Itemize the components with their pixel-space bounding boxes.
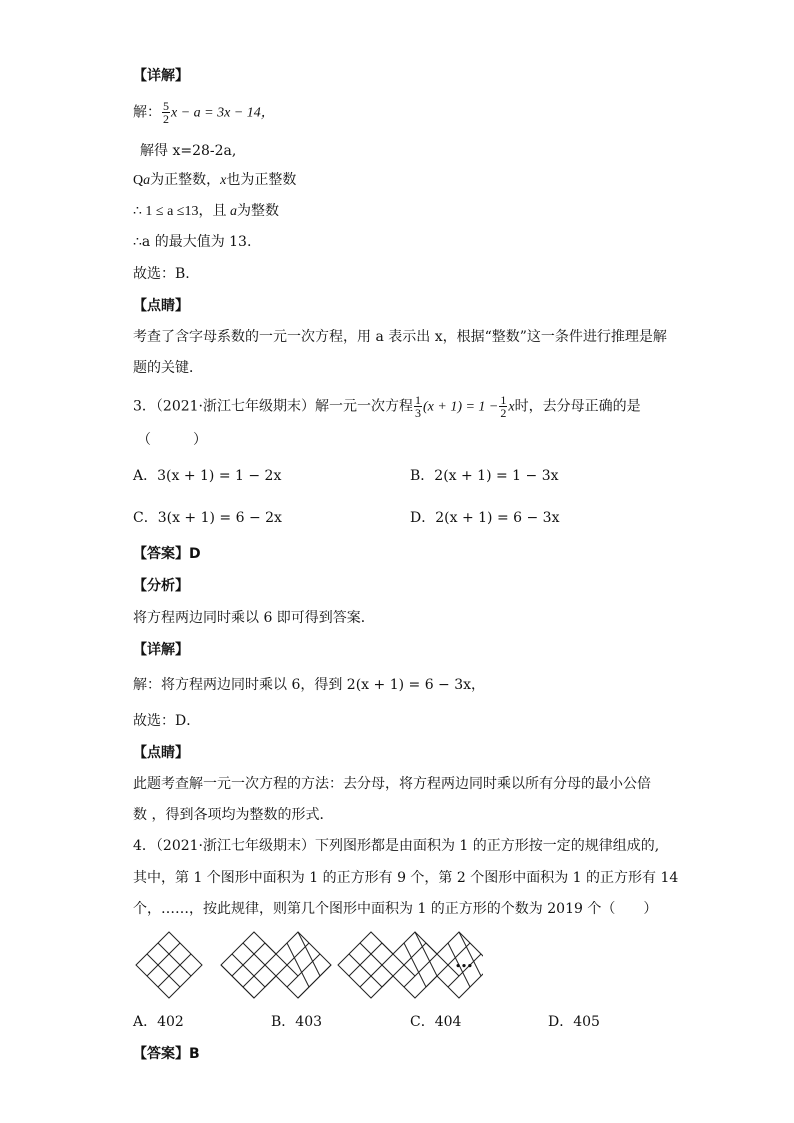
q3-option-b: B．2(x + 1) = 1 − 3x: [410, 468, 559, 484]
q4-option-a: A．402: [133, 1014, 184, 1030]
pattern-figure-1: [136, 932, 202, 998]
q4-answer: 【答案】B: [133, 1046, 200, 1062]
comment-line-2: 题的关键．: [133, 360, 203, 376]
pattern-figure-2: [221, 932, 331, 998]
positive-integer-step: Qa为正整数，x也为正整数: [133, 172, 297, 188]
question-3-stem: 3．（2021·浙江七年级期末）解一元一次方程 $\frac{1}{3}$ (x + 1) = 1 − $\frac{1}{2}$ x时，去分母正确的是: [133, 393, 641, 420]
question-4-stem-2: 其中，第 1 个图形中面积为 1 的正方形有 9 个，第 2 个图形中面积为 1 的正方形有 14: [133, 870, 679, 886]
question-4-stem-3: 个，……，按此规律，则第几个图形中面积为 1 的正方形的个数为 2019 个（ ）: [133, 901, 658, 917]
comment-header: 【点睛】: [133, 298, 189, 314]
fraction-one-half: $\frac{1}{2}$: [500, 393, 507, 420]
range-step: ∴ 1 ≤ a ≤13，且 a为整数: [133, 203, 279, 219]
solution-equation: 解： $\frac{5}{2}$ x − a = 3x − 14，: [133, 99, 275, 126]
q3-option-d: D．2(x + 1) = 6 − 3x: [410, 510, 560, 526]
answer-paren: （ ）: [137, 432, 207, 448]
q4-option-c: C．404: [410, 1014, 462, 1030]
q3-comment-line-2: 数 ，得到各项均为整数的形式．: [133, 807, 334, 823]
q3-answer: 【答案】D: [133, 546, 201, 562]
q3-analysis-header: 【分析】: [133, 578, 189, 594]
q3-option-c: C．3(x + 1) = 6 − 2x: [133, 510, 282, 526]
comment-line-1: 考查了含字母系数的一元一次方程，用 a 表示出 x，根据“整数”这一条件进行推理是解: [133, 329, 667, 345]
q3-analysis: 将方程两边同时乘以 6 即可得到答案．: [133, 610, 375, 626]
q3-choice: 故选：D．: [133, 713, 201, 729]
q3-detail-header: 【详解】: [133, 642, 189, 658]
q3-comment-header: 【点睛】: [133, 745, 189, 761]
question-4-stem-1: 4．（2021·浙江七年级期末）下列图形都是由面积为 1 的正方形按一定的规律组成的,: [133, 838, 660, 854]
solve-step: 解得 x=28-2a,: [140, 143, 237, 159]
max-value-step: ∴a 的最大值为 13.: [133, 234, 252, 250]
q3-comment-line-1: 此题考查解一元一次方程的方法：去分母，将方程两边同时乘以所有分母的最小公倍: [133, 776, 651, 792]
square-pattern-figures: [133, 928, 483, 1004]
q4-option-b: B．403: [271, 1014, 323, 1030]
fraction-five-halves: $\frac{5}{2}$: [163, 99, 169, 126]
q3-option-a: A．3(x + 1) = 1 − 2x: [133, 468, 282, 484]
fraction-one-third: $\frac{1}{3}$: [415, 393, 421, 420]
q4-option-d: D．405: [548, 1014, 600, 1030]
detail-header: 【详解】: [133, 68, 189, 84]
pattern-ellipsis: …: [455, 951, 473, 972]
q3-detail: 解：将方程两边同时乘以 6，得到 2(x + 1) = 6 − 3x，: [133, 677, 486, 693]
choice-line: 故选：B.: [133, 266, 190, 282]
